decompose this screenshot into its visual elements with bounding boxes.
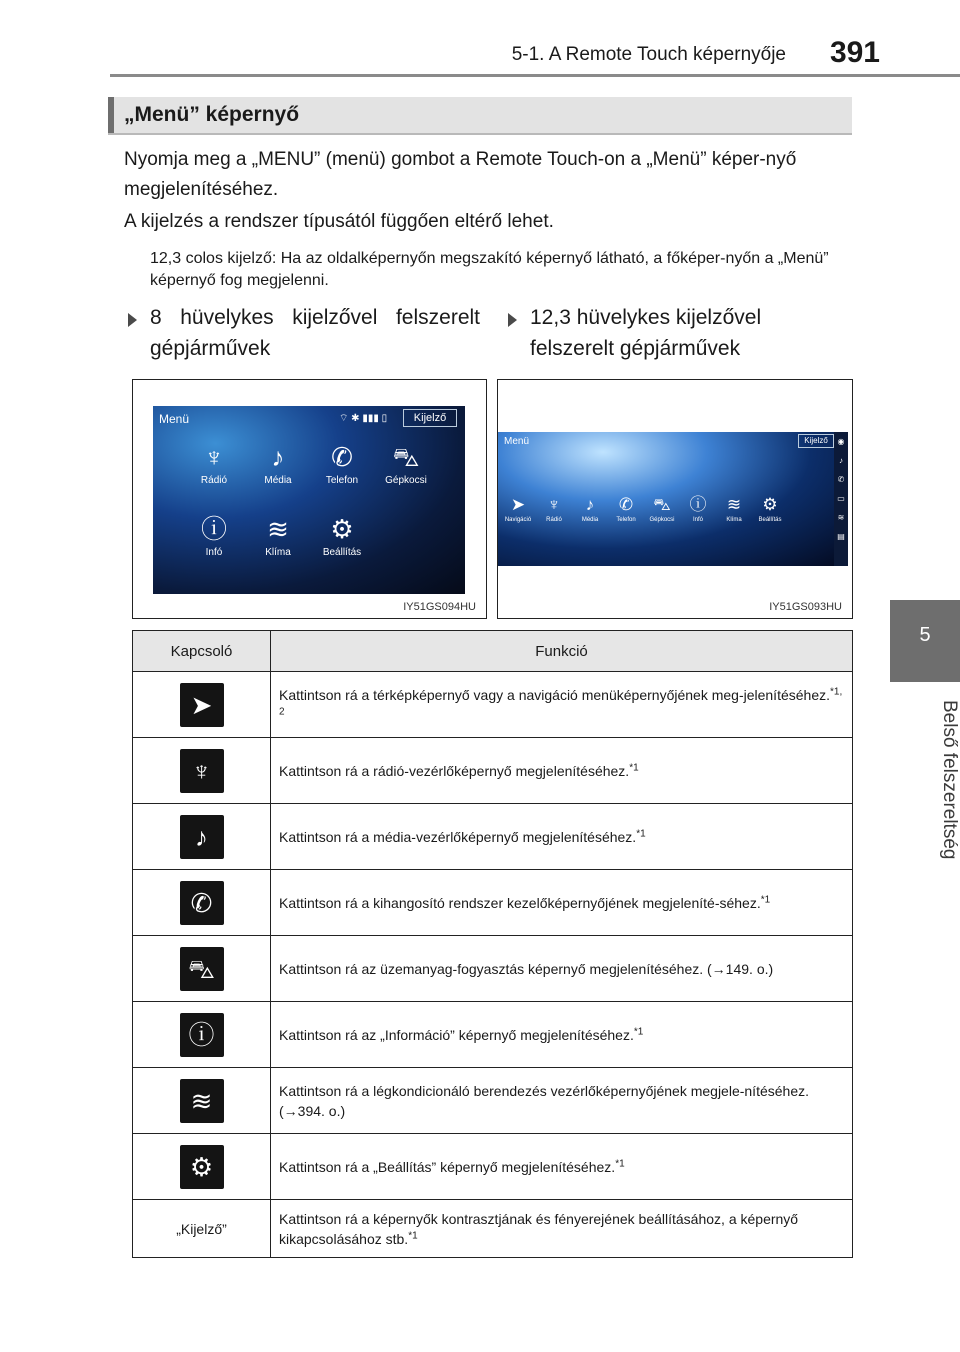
image-code: IY51GS093HU xyxy=(769,601,842,613)
column-header-function: Funkció xyxy=(271,631,853,672)
info-icon: ⓘ xyxy=(200,514,227,544)
app-label: Rádió xyxy=(200,475,228,486)
navigation-icon: ➤ xyxy=(180,683,224,727)
app-label: Beállítás xyxy=(758,517,782,523)
app-vehicle[interactable] xyxy=(644,494,680,525)
info-icon: ⓘ xyxy=(689,495,707,514)
app-label: Gépkocsi xyxy=(385,475,427,486)
function-text: Kattintson rá a rádió-vezérlőképernyő megjelenítéséhez. xyxy=(279,762,630,779)
section-heading xyxy=(108,97,852,135)
app-media[interactable] xyxy=(572,494,608,525)
table-row xyxy=(133,870,853,936)
footnote-marker: *1 xyxy=(615,1157,625,1169)
app-label: Beállítás xyxy=(322,547,362,558)
chapter-tab-label: Belső felszereltség xyxy=(939,700,960,860)
radio-tower-icon: ♆ xyxy=(547,495,561,514)
app-label: Média xyxy=(581,517,599,523)
variant-8-inch: 8 hüvelykes kijelzővel felszerelt gépjárművek xyxy=(150,306,480,360)
side-icon[interactable]: ◉ xyxy=(837,437,845,446)
function-text: Kattintson rá az üzemanyag-fogyasztás képernyő megjelenítéséhez. (→149. o.) xyxy=(279,960,774,977)
table-row xyxy=(133,1200,853,1258)
function-text: Kattintson rá a térképképernyő vagy a navigáció menüképernyőjének meg-jelenítéséhez. xyxy=(279,686,830,703)
header-rule xyxy=(110,74,960,77)
app-radio[interactable] xyxy=(536,494,572,525)
page-number: 391 xyxy=(829,36,880,69)
music-note-icon: ♪ xyxy=(585,495,595,514)
screenshot-12-inch xyxy=(497,379,853,619)
running-title: 5-1. A Remote Touch képernyője xyxy=(511,44,786,65)
app-label: Gépkocsi xyxy=(649,517,675,523)
app-label: Klíma xyxy=(726,517,742,523)
phone-icon: ✆ xyxy=(618,495,634,514)
chapter-tab-number: 5 xyxy=(890,600,960,682)
paragraph-menu-button: Nyomja meg a „MENU” (menü) gombot a Remote Touch-on a „Menü” képer-nyő megjelenítéséhez. xyxy=(124,149,797,200)
app-phone[interactable] xyxy=(309,440,375,488)
display-button[interactable]: Kijelző xyxy=(403,409,457,427)
menu-screen-12-inch xyxy=(498,432,848,566)
app-climate[interactable] xyxy=(245,512,311,560)
climate-seat-icon: ≋ xyxy=(180,1079,224,1123)
app-label: Klíma xyxy=(265,547,291,558)
footnote-marker: *1 xyxy=(408,1229,418,1241)
settings-icon: ⚙ xyxy=(330,514,354,544)
function-text: Kattintson rá az „Információ” képernyő megjelenítéséhez. xyxy=(279,1026,634,1043)
bullet-triangle-icon xyxy=(128,313,137,327)
table-row xyxy=(133,672,853,738)
section-title: „Menü” képernyő xyxy=(124,103,300,126)
table-row xyxy=(133,1002,853,1068)
side-icon[interactable]: ▭ xyxy=(837,494,845,503)
info-icon: ⓘ xyxy=(180,1013,224,1057)
display-switch-label: „Kijelző” xyxy=(133,1200,271,1258)
display-button[interactable]: Kijelző xyxy=(798,434,834,448)
app-navigation[interactable] xyxy=(500,494,536,525)
function-text: Kattintson rá a „Beállítás” képernyő megjelenítéséhez. xyxy=(279,1158,616,1175)
variant-12-inch: 12,3 hüvelykes kijelzővel felszerelt gépjárművek xyxy=(530,306,762,360)
paragraph-display-varies: A kijelzés a rendszer típusától függően eltérő lehet. xyxy=(124,211,554,232)
music-note-icon: ♪ xyxy=(271,442,285,472)
app-climate[interactable] xyxy=(716,494,752,525)
side-icon[interactable]: ✆ xyxy=(837,475,845,484)
settings-icon: ⚙ xyxy=(180,1145,224,1189)
phone-icon: ✆ xyxy=(180,881,224,925)
radio-tower-icon: ♆ xyxy=(180,749,224,793)
footnote-marker: *1, 2 xyxy=(279,685,843,717)
function-text: Kattintson rá a kihangosító rendszer kezelőképernyőjének megjeleníté-séhez. xyxy=(279,894,761,911)
screen-title: Menü xyxy=(504,436,530,447)
side-icon[interactable]: ♪ xyxy=(839,456,843,465)
app-label: Média xyxy=(264,475,292,486)
app-settings[interactable] xyxy=(309,512,375,560)
navigation-icon: ➤ xyxy=(510,495,526,514)
image-code: IY51GS094HU xyxy=(403,601,476,613)
side-screen-strip xyxy=(834,432,848,566)
table-row xyxy=(133,804,853,870)
phone-icon: ✆ xyxy=(331,442,353,472)
app-info[interactable] xyxy=(181,512,247,560)
column-header-switch: Kapcsoló xyxy=(133,631,271,672)
settings-icon: ⚙ xyxy=(762,495,778,514)
app-label: Infó xyxy=(692,517,703,523)
side-icon[interactable]: ▤ xyxy=(837,532,845,541)
app-media[interactable] xyxy=(245,440,311,488)
app-settings[interactable] xyxy=(752,494,788,525)
screenshot-8-inch xyxy=(132,379,487,619)
app-label: Telefon xyxy=(616,517,636,523)
table-row xyxy=(133,738,853,804)
app-vehicle[interactable] xyxy=(373,440,439,488)
car-icon: ⛍ xyxy=(180,947,224,991)
car-icon: ⛍ xyxy=(392,442,420,472)
table-row xyxy=(133,1068,853,1134)
app-label: Telefon xyxy=(325,475,359,486)
app-label: Navigáció xyxy=(504,517,532,523)
app-phone[interactable] xyxy=(608,494,644,525)
screen-title: Menü xyxy=(159,412,190,426)
music-note-icon: ♪ xyxy=(180,815,224,859)
function-text: Kattintson rá a légkondicionáló berendezés vezérlőképernyőjének megjele-nítéséhez. (→394. o.) xyxy=(279,1082,809,1119)
climate-seat-icon: ≋ xyxy=(726,495,742,514)
status-icons: ⌔ ✱ ▮▮▮ ▯ xyxy=(339,413,388,424)
side-icon[interactable]: ≋ xyxy=(837,513,845,522)
note-12-inch: 12,3 colos kijelző: Ha az oldalképernyőn megszakító képernyő látható, a főképer-nyőn a „Menü” képernyő fog megjelenni. xyxy=(150,250,829,289)
app-label: Infó xyxy=(205,547,223,558)
radio-tower-icon: ♆ xyxy=(204,442,224,472)
bullet-triangle-icon xyxy=(508,313,517,327)
footnote-marker: *1 xyxy=(629,761,639,773)
footnote-marker: *1 xyxy=(633,1025,644,1037)
app-radio[interactable] xyxy=(181,440,247,488)
menu-function-table xyxy=(132,630,853,1258)
footnote-marker: *1 xyxy=(760,893,771,905)
app-info[interactable] xyxy=(680,494,716,525)
car-icon: ⛍ xyxy=(653,495,671,514)
table-row xyxy=(133,936,853,1002)
menu-screen-8-inch xyxy=(153,406,465,594)
function-text: Kattintson rá a képernyők kontrasztjának és fényerejének beállításához, a képernyő kikapcsolásához stb. xyxy=(279,1210,799,1247)
function-text: Kattintson rá a média-vezérlőképernyő megjelenítéséhez. xyxy=(279,828,637,845)
footnote-marker: *1 xyxy=(636,827,646,839)
app-label: Rádió xyxy=(546,517,562,523)
table-row xyxy=(133,1134,853,1200)
climate-seat-icon: ≋ xyxy=(267,514,289,544)
